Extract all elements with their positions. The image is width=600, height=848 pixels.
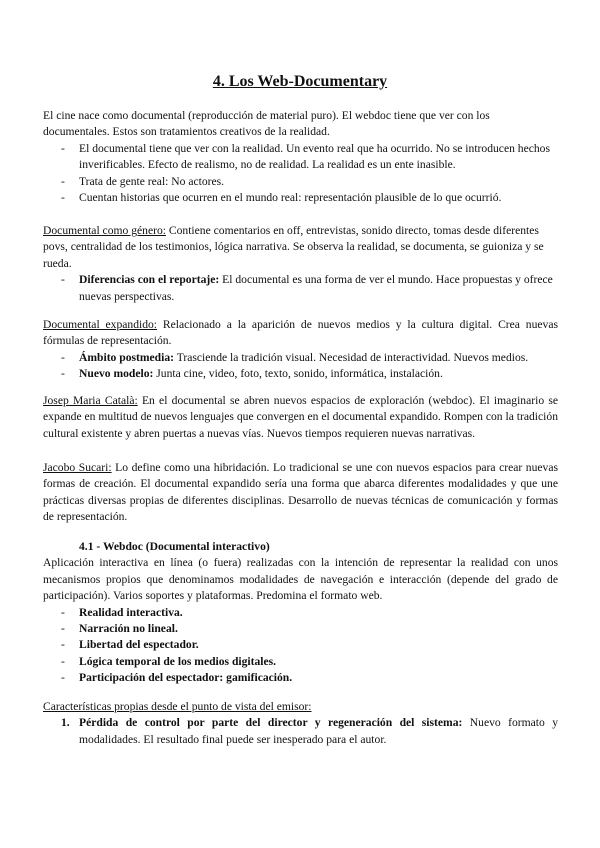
list-item-number: 1. [61,716,70,730]
page-title: 4. Los Web-Documentary [212,73,388,90]
list-item [43,654,558,670]
list-item-bold: Libertad del espectador. [79,638,199,652]
catala-section [43,393,558,442]
intro-paragraph: El cine nace como documental (reproducción de material puro). El webdoc tiene que ver con los documentales. Estos son tratamientos creativos de la realidad. [43,109,490,139]
webdoc-list [43,605,558,687]
list-item-text: El documental es una forma de ver el mundo. Hace propuestas y ofrece nuevas perspectivas. [79,273,553,303]
genero-section [43,223,558,305]
sucari-section [43,460,558,526]
list-item [43,605,558,621]
catala-text: En el documental se abren nuevos espacios de exploración (webdoc). El imaginario se expande en multitud de nuevos lenguajes que convergen en el documental expandido. Rompen con la tradición cultural existente y abren puertas a nuevas vías. Nuevos tiempos requieren nuevas narrativas. [43,394,558,440]
list-item [43,621,558,637]
list-item: - Trata de gente real: No actores. [43,174,558,190]
webdoc-paragraph: Aplicación interactiva en línea (o fuera) realizadas con la intención de representar la realidad con unos mecanismos propios que denominamos modalidades de navegación e interacción (depende del grado de participación). Varios soportes y plataformas. Predomina el formato web. [43,556,558,603]
catala-label: Josep Maria Català: [43,394,138,407]
sucari-text: Lo define como una hibridación. Lo tradicional se une con nuevos espacios para crear nuevas formas de creación. El documental expandido sería una forma que abarca diferentes modalidades y que une prácticas diversas propias de diferentes disciplinas. Desarrollo de nuevas técnicas de comunicación y formas de representación. [43,461,558,524]
sucari-paragraph [43,460,558,526]
list-item [43,715,558,748]
list-item-bold: Ámbito postmedia: [79,350,175,364]
expandido-label: Documental expandido: [43,318,158,331]
catala-paragraph [43,393,558,442]
sucari-label: Jacobo Sucari: [43,461,112,474]
list-item-bold: Realidad interactiva. [79,605,183,619]
genero-paragraph [43,223,558,272]
list-item-bold: Pérdida de control por parte del director y regeneración del sistema: [79,716,463,730]
expandido-section [43,317,558,383]
intro-list [43,141,558,207]
expandido-list [43,350,558,383]
list-item-bold: Nuevo modelo: [79,367,154,381]
list-item-bold: Lógica temporal de los medios digitales. [79,654,277,668]
list-item [43,272,558,305]
list-item: - Cuentan historias que ocurren en el mundo real: representación plausible de lo que ocurrió. [43,190,558,206]
list-item [43,670,558,686]
list-item [43,350,558,366]
genero-label: Documental como género: [43,224,166,237]
list-item-text: Trasciende la tradición visual. Necesidad de interactividad. Nuevos medios. [174,350,529,364]
webdoc-section [43,539,558,687]
expandido-text: Relacionado a la aparición de nuevos medios y la cultura digital. Crea nuevas fórmulas de representación. [43,318,558,348]
webdoc-heading: 4.1 - Webdoc (Documental interactivo) [79,540,270,553]
genero-list [43,272,558,305]
expandido-paragraph [43,317,558,350]
genero-text: Contiene comentarios en off, entrevistas, sonido directo, tomas desde diferentes povs, centralidad de los testimonios, lógica narrativa. Se observa la realidad, se documenta, se guioniza y se rueda. [43,224,544,270]
list-item-bold: Narración no lineal. [79,622,178,636]
list-item-bold: Participación del espectador: gamificación. [79,671,293,685]
list-item [43,637,558,653]
emisor-list [43,715,558,748]
intro-section [43,108,558,206]
emisor-label: Características propias desde el punto de vista del emisor: [43,700,312,713]
list-item-text: Nuevo formato y modalidades. El resultado final puede ser inesperado para el autor. [79,716,558,746]
emisor-section [43,699,558,748]
list-item-text: Junta cine, video, foto, texto, sonido, informática, instalación. [153,367,443,381]
list-item [43,366,558,382]
list-item: - El documental tiene que ver con la realidad. Un evento real que ha ocurrido. No se introducen hechos inverificables. Efecto de realismo, no de realidad. La realidad es un ente inasible. [43,141,558,174]
list-item-bold: Diferencias con el reportaje: [79,273,220,287]
